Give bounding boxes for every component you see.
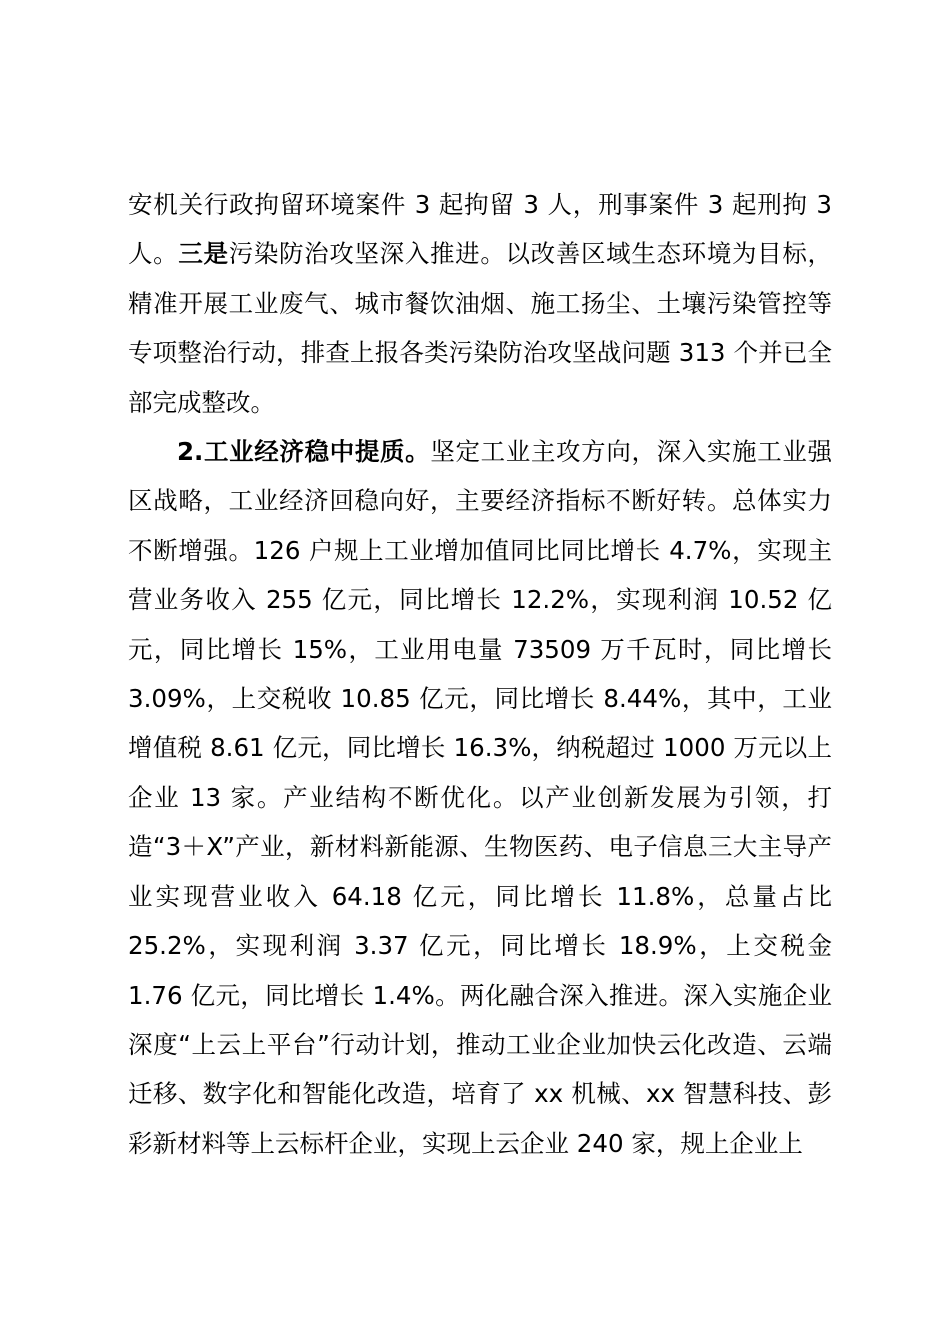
body-text — [128, 180, 832, 1168]
bold-marker-sanshi: 三是 — [178, 239, 229, 269]
text-run: 安机关行政拘留环境案件 3 起拘留 3 人，刑事案件 3 起刑拘 3 人。 — [128, 190, 832, 269]
text-run: 坚定工业主攻方向，深入实施工业强区战略，工业经济回稳向好，主要经济指标不断好转。总体实力不断增强。126 户规上工业增加值同比同比增长 4.7%，实现主营业务收入 255 亿元，同比增长 12.2%，实现利润 10.52 亿元，同比增长 15%，工业用电量 73509 万千瓦时，同比增长 3.09%，上交税收 10.85 亿元，同比增长 8.44%，其中，工业增值税 8.61 亿元，同比增长 16.3%，纳税超过 1000 万元以上企业 13 家。产业结构不断优化。以产业创新发展为引领，打造“3＋X”产业，新材料新能源、生物医药、电子信息三大主导产业实现营业收入 64.18 亿元，同比增长 11.8%，总量占比 25.2%，实现利润 3.37 亿元，同比增长 18.9%，上交税金 1.76 亿元，同比增长 1.4%。两化融合深入推进。深入实施企业深度“上云上平台”行动计划，推动工业企业加快云化改造、云端迁移、数字化和智能化改造，培育了 xx 机械、xx 智慧科技、彭彩新材料等上云标杆企业，实现上云企业 240 家，规上企业上 — [128, 437, 832, 1158]
paragraph-pollution — [128, 180, 832, 427]
section-heading-industrial: 2.工业经济稳中提质。 — [177, 437, 431, 467]
paragraph-industrial-economy — [128, 427, 832, 1168]
text-run: 污染防治攻坚深入推进。以改善区域生态环境为目标，精准开展工业废气、城市餐饮油烟、施工扬尘、土壤污染管控等专项整治行动，排查上报各类污染防治攻坚战问题 313 个并已全部完成整改。 — [128, 239, 833, 417]
